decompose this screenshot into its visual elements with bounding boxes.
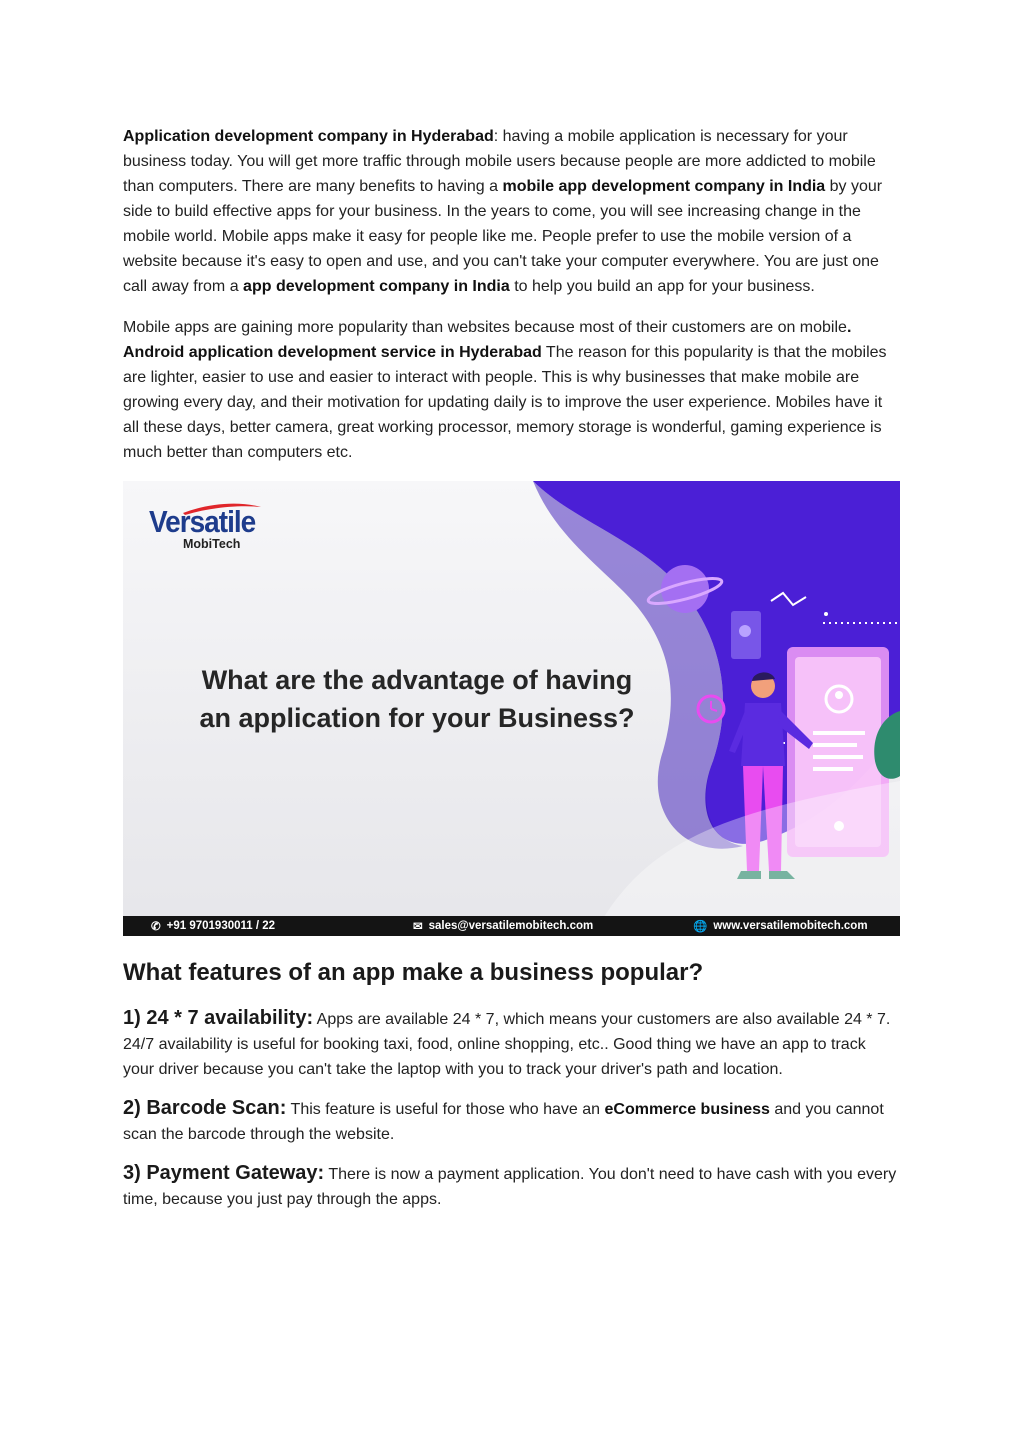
paragraph-text: The reason for this popularity is that the mobiles are lighter, easier to use and easier to interact with people. This is why businesses that make mobile are growing every day, and their motivation for updating daily is to improve the user experience. Mobiles have it all these days, better camera, great working processor, memory storage is wonderful, gaming experience is much better than computers etc. [123,344,887,461]
feature-title: 1) 24 * 7 availability: [123,1007,314,1029]
website-url: www.versatilemobitech.com [713,920,868,932]
promo-banner-image [123,481,900,936]
feature-text: This feature is useful for those who have an [286,1101,605,1118]
contact-phone [151,919,275,933]
banner-heading-line-2: an application for your Business? [199,703,635,733]
email-address: sales@versatilemobitech.com [428,920,594,932]
keyword-android-dev-hyderabad: . Android application development service in Hyderabad [123,319,852,361]
feature-text: and you cannot scan the barcode through the website. [123,1101,884,1143]
paragraph-text: to help you build an app for your business. [509,278,815,295]
intro-paragraph-2 [123,315,901,465]
feature-text: Apps are available 24 * 7, which means your customers are also available 24 * 7. 24/7 availability is useful for booking taxi, food, online shopping, etc.. Good thing we have an app to track your driver because you can't take the laptop with you to track your driver's path and location. [123,1011,891,1078]
keyword-app-dev-hyderabad: Application development company in Hyderabad [123,128,494,145]
contact-email [413,919,593,933]
feature-title: 3) Payment Gateway: [123,1162,325,1184]
keyword-ecommerce: eCommerce business [604,1101,770,1118]
intro-paragraph-1 [123,124,901,299]
versatile-mobitech-logo [149,504,261,551]
paragraph-text: by your side to build effective apps for your business. In the years to come, you will see increasing change in the mobile world. Mobile apps make it easy for people like me. People prefer to use the mobile version of a website because it's easy to open and use, and you can't take your computer everywhere. You are just one call away from a [123,178,883,295]
keyword-mobile-app-india: mobile app development company in India [502,178,826,195]
feature-payment-gateway [123,1161,901,1212]
feature-title: 2) Barcode Scan: [123,1097,287,1119]
paragraph-text: : having a mobile application is necessary for your business today. You will get more traffic through mobile users because people are more addicted to mobile than computers. There are many benefits to having a [123,128,876,195]
feature-text: There is now a payment application. You don't need to have cash with you every time, because you just pay through the apps. [123,1166,897,1208]
phone-icon: ✆ [151,921,161,933]
features-heading: What features of an app make a business popular? [123,959,704,986]
paragraph-text: Mobile apps are gaining more popularity than websites because most of their customers are on mobile [123,319,847,336]
feature-barcode-scan [123,1096,901,1147]
mail-icon: ✉ [413,921,423,933]
keyword-app-dev-india: app development company in India [243,278,510,295]
phone-number: +91 9701930011 / 22 [166,920,276,932]
globe-icon: 🌐 [693,921,708,933]
banner-heading-line-1: What are the advantage of having [201,665,633,695]
feature-availability [123,1006,901,1082]
logo-wordmark: Versatile [149,504,256,539]
document-page [123,124,901,1226]
contact-bar [123,916,900,936]
logo-subtitle: MobiTech [183,537,241,551]
banner-heading [123,661,711,737]
contact-website [693,919,868,933]
